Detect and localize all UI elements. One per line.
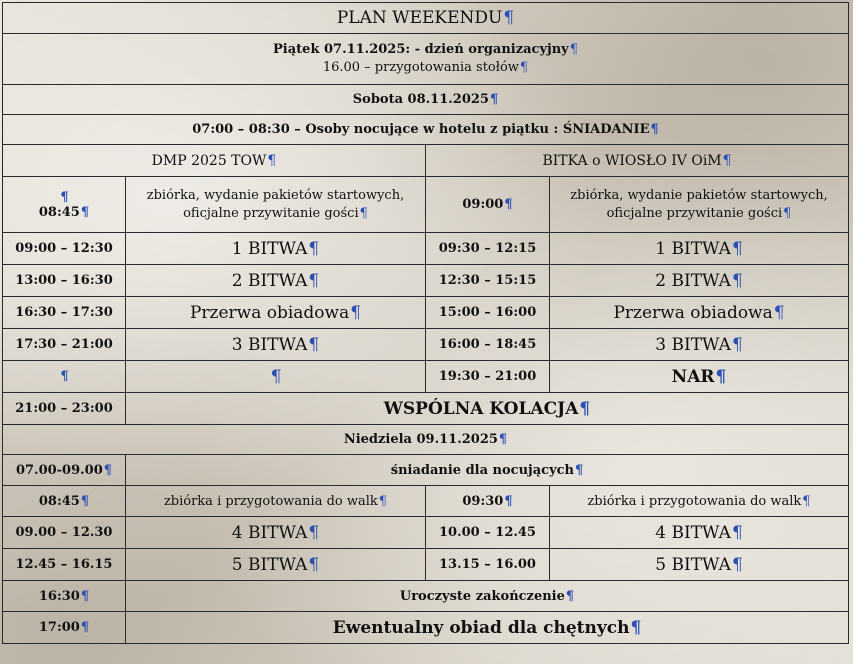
- lunch-time: 17:00¶: [3, 612, 126, 644]
- sun-left-event: 4 BITWA¶: [126, 517, 426, 549]
- closing-time: 16:30¶: [3, 581, 126, 612]
- sat-right-time: 16:00 – 18:45: [426, 329, 550, 361]
- sat-right-time: 19:30 – 21:00: [426, 361, 550, 393]
- sat-right-event: Przerwa obiadowa¶: [550, 297, 849, 329]
- sat-left-event: 1 BITWA¶: [126, 233, 426, 265]
- saturday-header: Sobota 08.11.2025¶: [3, 85, 849, 115]
- sat-left-time: 16:30 – 17:30: [3, 297, 126, 329]
- page-title: PLAN WEEKENDU¶: [3, 3, 849, 34]
- sun-right-event: 5 BITWA¶: [550, 549, 849, 581]
- sat-right-time: 12:30 – 15:15: [426, 265, 550, 297]
- sun-right-event: zbiórka i przygotowania do walk¶: [550, 486, 849, 517]
- sat-left-time: ¶ 08:45¶: [3, 177, 126, 233]
- sat-left-time: 17:30 – 21:00: [3, 329, 126, 361]
- sun-breakfast-event: śniadanie dla nocujących¶: [126, 455, 849, 486]
- sat-left-event: 3 BITWA¶: [126, 329, 426, 361]
- sat-right-event: NAR¶: [550, 361, 849, 393]
- dinner-time: 21:00 – 23:00: [3, 393, 126, 425]
- sun-right-time: 09:30¶: [426, 486, 550, 517]
- right-tournament-title: BITKA o WIOSŁO IV OiM¶: [426, 145, 849, 177]
- friday-info: Piątek 07.11.2025: - dzień organizacyjny¶ 16.00 – przygotowania stołów¶: [3, 34, 849, 85]
- closing-event: Uroczyste zakończenie¶: [126, 581, 849, 612]
- sun-left-time: 12.45 – 16.15: [3, 549, 126, 581]
- friday-date: Piątek 07.11.2025: - dzień organizacyjny: [273, 42, 569, 57]
- sat-left-event: 2 BITWA¶: [126, 265, 426, 297]
- sun-left-time: 09.00 – 12.30: [3, 517, 126, 549]
- sun-right-time: 10.00 – 12.45: [426, 517, 550, 549]
- sun-left-event: zbiórka i przygotowania do walk¶: [126, 486, 426, 517]
- sat-right-time: 09:30 – 12:15: [426, 233, 550, 265]
- sat-right-event: zbiórka, wydanie pakietów startowych, oficjalne przywitanie gości¶: [550, 177, 849, 233]
- weekend-schedule-table: [2, 2, 849, 644]
- sat-right-event: 1 BITWA¶: [550, 233, 849, 265]
- sun-left-time: 08:45¶: [3, 486, 126, 517]
- left-tournament-title: DMP 2025 TOW¶: [3, 145, 426, 177]
- sun-left-event: 5 BITWA¶: [126, 549, 426, 581]
- sat-right-event: 2 BITWA¶: [550, 265, 849, 297]
- sun-right-time: 13.15 – 16.00: [426, 549, 550, 581]
- sat-right-event: 3 BITWA¶: [550, 329, 849, 361]
- sat-left-event-empty: ¶: [126, 361, 426, 393]
- sun-breakfast-time: 07.00-09.00¶: [3, 455, 126, 486]
- sat-left-event: Przerwa obiadowa¶: [126, 297, 426, 329]
- lunch-event: Ewentualny obiad dla chętnych¶: [126, 612, 849, 644]
- sat-left-time: 09:00 – 12:30: [3, 233, 126, 265]
- dinner-event: WSPÓLNA KOLACJA¶: [126, 393, 849, 425]
- saturday-breakfast: 07:00 – 08:30 – Osoby nocujące w hotelu z piątku : ŚNIADANIE¶: [3, 115, 849, 145]
- sat-right-time: 09:00¶: [426, 177, 550, 233]
- sat-right-time: 15:00 – 16:00: [426, 297, 550, 329]
- sun-right-event: 4 BITWA¶: [550, 517, 849, 549]
- sat-left-time-empty: ¶: [3, 361, 126, 393]
- sunday-header: Niedziela 09.11.2025¶: [3, 425, 849, 455]
- sat-left-time: 13:00 – 16:30: [3, 265, 126, 297]
- sat-left-event: zbiórka, wydanie pakietów startowych, oficjalne przywitanie gości¶: [126, 177, 426, 233]
- friday-setup: 16.00 – przygotowania stołów: [322, 60, 519, 75]
